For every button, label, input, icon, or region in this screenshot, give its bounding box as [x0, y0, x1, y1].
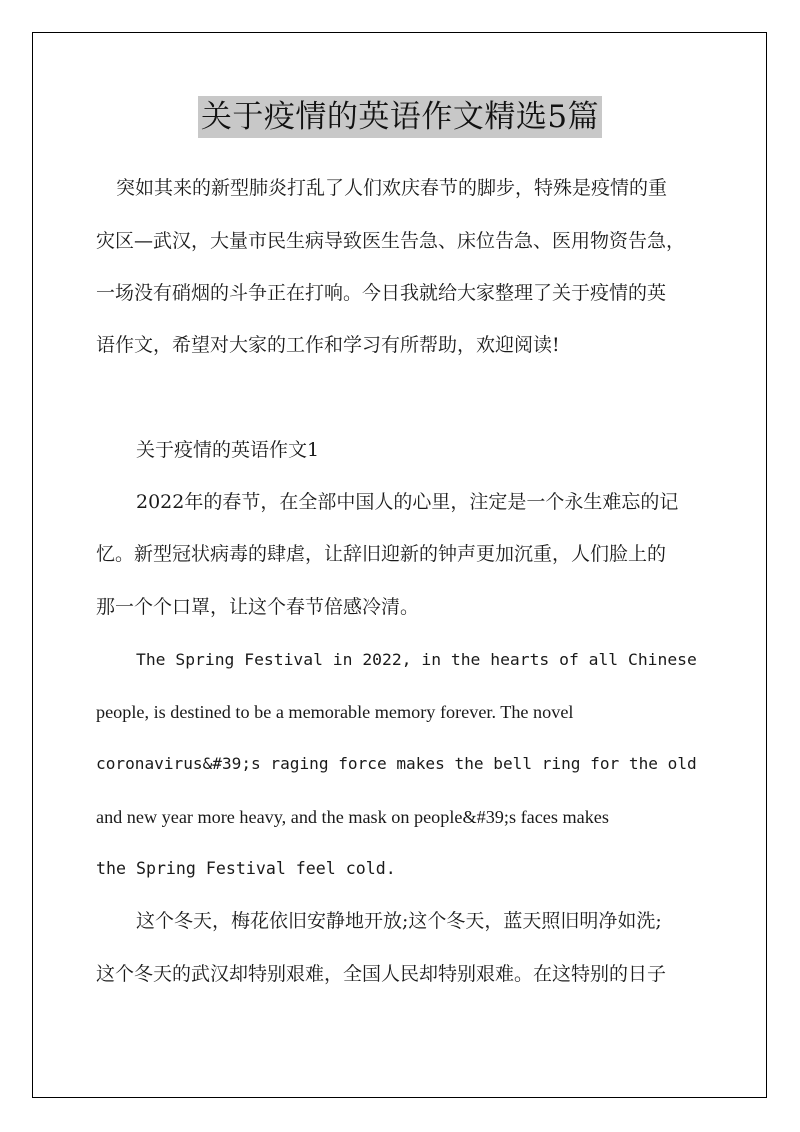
cn-para1-line-3: 那一个个口罩，让这个春节倍感冷清。	[96, 596, 420, 618]
en-para1-line-5: the Spring Festival feel cold.	[96, 859, 396, 878]
intro-line-4: 语作文，希望对大家的工作和学习有所帮助，欢迎阅读!	[96, 334, 560, 356]
en-para1-line-3: coronavirus&#39;s raging force makes the bell ring for the old	[96, 754, 697, 773]
cn-para1-line-2: 忆。新型冠状病毒的肆虐，让辞旧迎新的钟声更加沉重，人们脸上的	[96, 543, 667, 565]
cn-para1-line-1: 2022年的春节，在全部中国人的心里，注定是一个永生难忘的记	[136, 491, 679, 513]
section-heading: 关于疫情的英语作文1	[136, 439, 320, 461]
en-para1-line-1: The Spring Festival in 2022, in the hearts of all Chinese	[136, 650, 697, 669]
intro-line-3: 一场没有硝烟的斗争正在打响。今日我就给大家整理了关于疫情的英	[96, 282, 667, 304]
cn-para2-line-1: 这个冬天，梅花依旧安静地开放;这个冬天，蓝天照旧明净如洗;	[136, 910, 662, 932]
en-para1-line-4: and new year more heavy, and the mask on people&#39;s faces makes	[96, 807, 609, 827]
intro-line-2: 灾区—武汉，大量市民生病导致医生告急、床位告急、医用物资告急，	[96, 230, 686, 252]
document-title: 关于疫情的英语作文精选5篇	[198, 96, 602, 138]
title-container	[0, 96, 800, 138]
cn-para2-line-2: 这个冬天的武汉却特别艰难，全国人民却特别艰难。在这特别的日子	[96, 963, 667, 985]
intro-line-1: 突如其来的新型肺炎打乱了人们欢庆春节的脚步，特殊是疫情的重	[116, 177, 668, 199]
en-para1-line-2: people, is destined to be a memorable memory forever. The novel	[96, 702, 574, 722]
